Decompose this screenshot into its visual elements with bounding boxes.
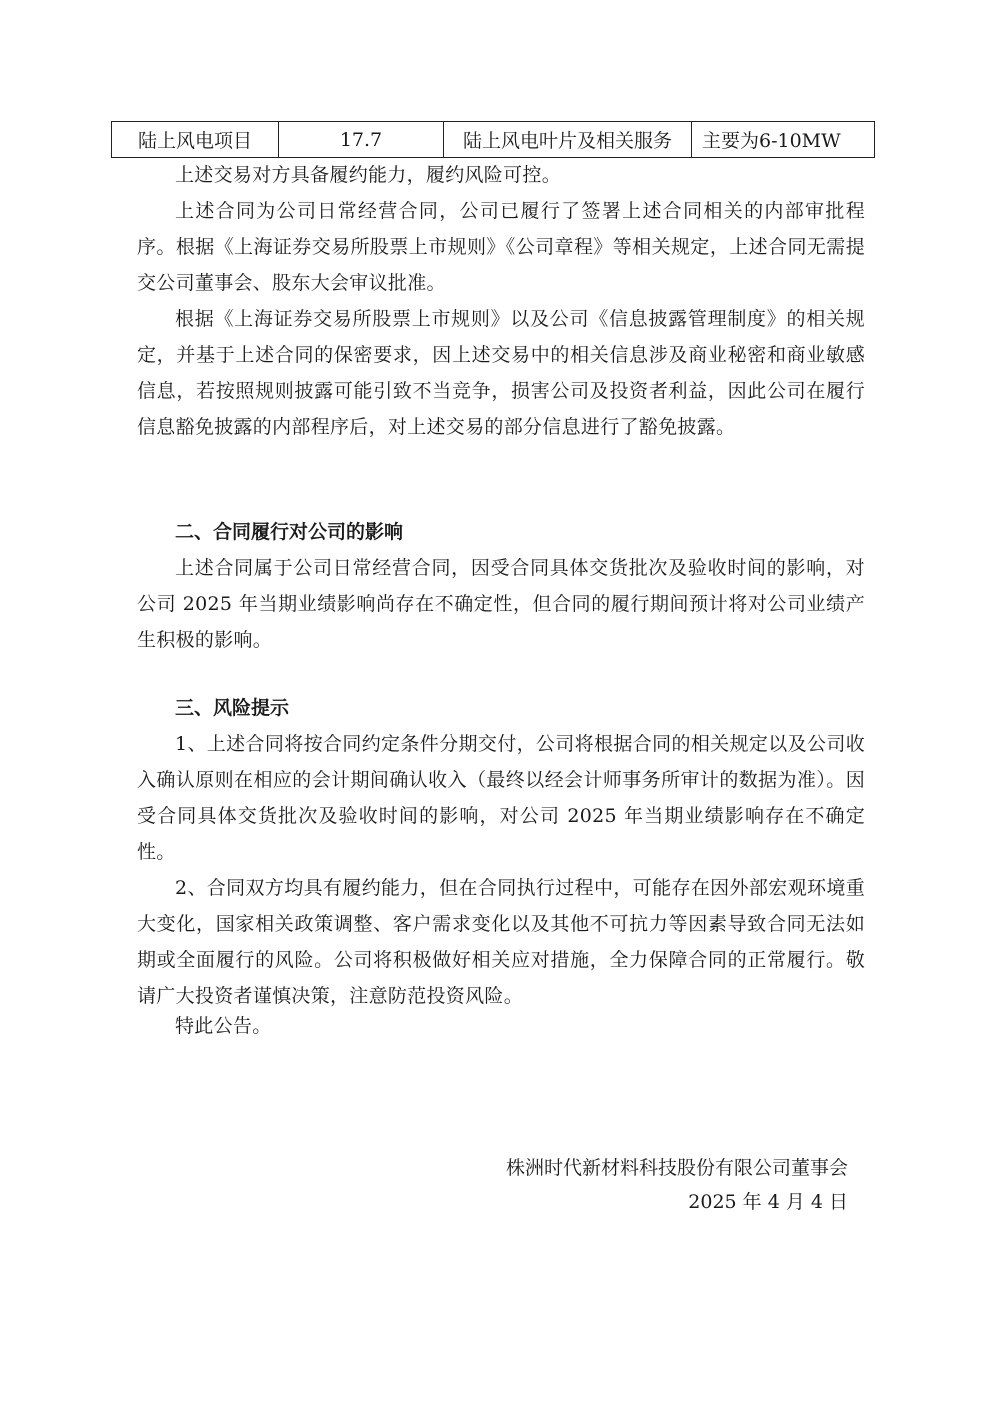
table-cell-project: 陆上风电项目 [112, 122, 279, 158]
paragraph-closing: 特此公告。 [175, 1015, 272, 1037]
paragraph-impact: 上述合同属于公司日常经营合同，因受合同具体交货批次及验收时间的影响，对公司 2025 年当期业绩影响尚存在不确定性，但合同的履行期间预计将对公司业绩产生积极的影响。 [137, 557, 865, 651]
section-heading-impact: 二、合同履行对公司的影响 [175, 521, 404, 543]
signature-date: 2025 年 4 月 4 日 [688, 1191, 848, 1213]
contract-table [111, 121, 875, 158]
table-cell-product: 陆上风电叶片及相关服务 [444, 122, 692, 158]
table-cell-amount: 17.7 [279, 122, 444, 158]
paragraph-disclosure-exemption: 根据《上海证券交易所股票上市规则》以及公司《信息披露管理制度》的相关规定，并基于上述合同的保密要求，因上述交易中的相关信息涉及商业秘密和商业敏感信息，若按照规则披露可能引致不当竞争，损害公司及投资者利益，因此公司在履行信息豁免披露的内部程序后，对上述交易的部分信息进行了豁免披露。 [137, 308, 865, 438]
paragraph-risk-2: 2、合同双方均具有履约能力，但在合同执行过程中，可能存在因外部宏观环境重大变化，国家相关政策调整、客户需求变化以及其他不可抗力等因素导致合同无法如期或全面履行的风险。公司将积极做好相关应对措施，全力保障合同的正常履行。敬请广大投资者谨慎决策，注意防范投资风险。 [137, 877, 865, 1007]
section-heading-risk: 三、风险提示 [175, 697, 290, 719]
paragraph-risk-1: 1、上述合同将按合同约定条件分期交付，公司将根据合同的相关规定以及公司收入确认原则在相应的会计期间确认收入（最终以经会计师事务所审计的数据为准）。因受合同具体交货批次及验收时间的影响，对公司 2025 年当期业绩影响存在不确定性。 [137, 733, 865, 863]
paragraph-counterparty: 上述交易对方具备履约能力，履约风险可控。 [175, 164, 562, 186]
signature-company: 株洲时代新材料科技股份有限公司董事会 [505, 1157, 848, 1179]
table-row [112, 122, 875, 158]
table-cell-spec: 主要为6-10MW [692, 122, 875, 158]
paragraph-approval: 上述合同为公司日常经营合同，公司已履行了签署上述合同相关的内部审批程序。根据《上海证券交易所股票上市规则》《公司章程》等相关规定，上述合同无需提交公司董事会、股东大会审议批准。 [137, 200, 865, 294]
